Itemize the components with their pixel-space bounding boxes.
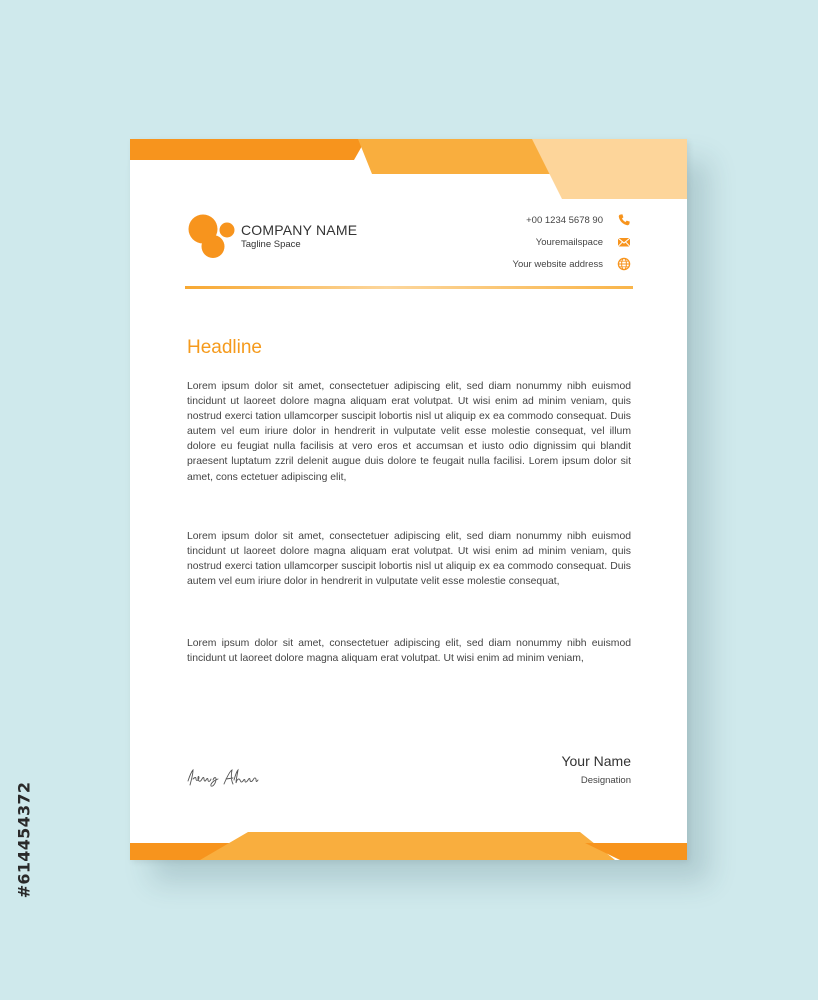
company-tagline: Tagline Space xyxy=(241,239,301,250)
contact-phone xyxy=(526,213,631,227)
company-logo xyxy=(187,214,237,260)
phone-icon xyxy=(617,213,631,227)
contact-phone-text: +00 1234 5678 90 xyxy=(526,214,603,226)
contact-website xyxy=(513,257,631,271)
stock-id-text: #614454372 xyxy=(14,781,34,899)
headline: Headline xyxy=(187,337,262,358)
signature xyxy=(186,767,260,789)
contact-email xyxy=(536,235,631,249)
stock-id-label xyxy=(6,765,42,915)
globe-icon xyxy=(617,257,631,271)
body-paragraph-3: Lorem ipsum dolor sit amet, consectetuer adipiscing elit, sed diam nonummy nibh euismod tincidunt ut laoreet dolore magna aliquam erat volutpat. Ut wisi enim ad minim veniam, xyxy=(187,638,631,665)
company-name: COMPANY NAME xyxy=(241,222,358,238)
contact-website-text: Your website address xyxy=(512,258,603,270)
envelope-icon xyxy=(617,235,631,249)
header-divider xyxy=(185,286,633,289)
contact-email-text: Youremailspace xyxy=(535,236,603,248)
signer-name: Your Name xyxy=(561,753,631,769)
body-paragraph-2: Lorem ipsum dolor sit amet, consectetuer adipiscing elit, sed diam nonummy nibh euismod tincidunt ut laoreet dolore magna aliquam erat volutpat. Ut wisi enim ad minim veniam, quis nostrud exerci tation ullamcorper suscipit lobortis nisl ut aliquip ex ea commodo consequat. Duis autem vel eum iriure dolor in hendrerit in vulputate velit esse molestie consequat, xyxy=(187,531,631,588)
signer-designation: Designation xyxy=(580,775,631,786)
top-decorative-band xyxy=(130,139,687,201)
body-paragraph-1: Lorem ipsum dolor sit amet, consectetuer adipiscing elit, sed diam nonummy nibh euismod tincidunt ut laoreet dolore magna aliquam erat volutpat. Ut wisi enim ad minim veniam, quis nostrud exerci tation ullamcorper suscipit lobortis nisl ut aliquip ex ea commodo consequat. Duis autem vel eum iriure dolor in hendrerit in vulputate velit esse molestie consequat, vel illum dolore eu feugiat nulla facilisis at vero eros et accumsan et iusto odio dignissim qui blandit praesent luptatum zzril delenit augue duis dolore te feugait nulla facilisi. Lorem ipsum dolor sit amet, cons ectetuer adipiscing elit, xyxy=(187,381,631,483)
letterhead-page xyxy=(130,139,687,860)
bottom-decorative-band xyxy=(130,832,687,860)
